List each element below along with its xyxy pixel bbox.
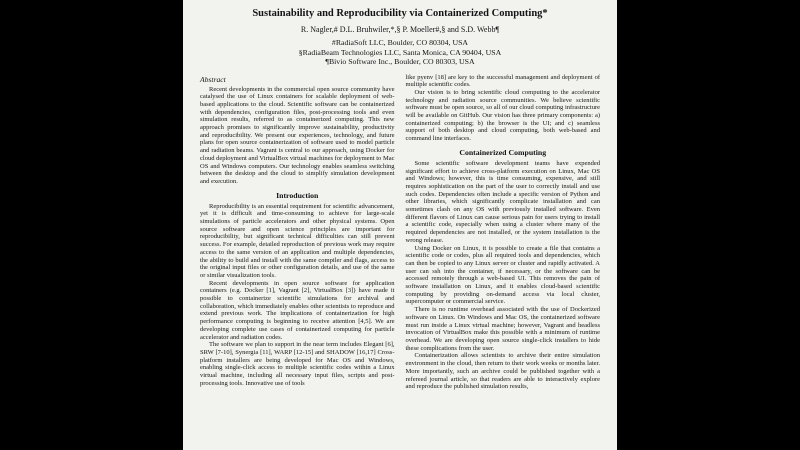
- intro-paragraph-3: The software we plan to support in the near term includes Elegant [6], SRW [7-10], Synergia [11], WARP [12-15] and SHADOW [16,17] Cross-platform installers are being developed for Mac OS and Windows, enabling single-click access to multiple scientific codes within a Linux virtual machine, including all necessary input files, scripts and post-processing tools. Innovative use of tools: [200, 341, 395, 387]
- section-heading-abstract: Abstract: [200, 74, 226, 84]
- section-heading-containerized-computing: Containerized Computing: [459, 147, 547, 157]
- paper-page[interactable]: [183, 0, 617, 450]
- intro-paragraph-1: Reproducibility is an essential requirement for scientific advancement, yet it is difficult and time-consuming to achieve for large-scale simulations of particle accelerators and other physical systems. Open source software and open science principles are important for reproducibility, but significant technical difficulties can still prevent success. For example, detailed reproduction of previous work may require access to the same version of an application and multiple dependencies, the ability to build and install with the same compiler and flags, access to the original input files or other configuration details, and use of the same or similar visualization tools.: [200, 202, 395, 279]
- affiliation-line-1: #RadiaSoft LLC, Boulder, CO 80304, USA: [331, 38, 469, 47]
- containerized-paragraph-2: Using Docker on Linux, it is possible to create a file that contains a scientific code or codes, plus all required tools and dependencies, which can then be copied to any Linux server or cluster and rapidly activated. A user can ssh into the container, if necessary, or the software can be accessed remotely through a web-based UI. This removes the pain of software installation on Linux, and it enables cloud-based scientific computing by providing on-demand access via local cluster, supercomputer or commercial service.: [405, 244, 600, 306]
- paper-authors: R. Nagler,# D.L. Bruhwiler,*,§ P. Moeller#,§ and S.D. Webb¶: [300, 25, 500, 34]
- two-column-body: [200, 74, 600, 391]
- containerized-paragraph-4: Containerization allows scientists to archive their entire simulation environment in the cloud, then return to their work weeks or months later. More importantly, such an archive could be published together with a refereed journal article, so that readers are able to interactively explore and reproduce the published simulation results,: [405, 352, 600, 391]
- paper-header: [200, 8, 600, 67]
- paper-affiliations: [200, 38, 600, 67]
- section-heading-introduction: Introduction: [276, 190, 319, 200]
- affiliation-line-2: §RadiaBeam Technologies LLC, Santa Monica, CA 90404, USA: [298, 47, 502, 57]
- column-left: [200, 74, 395, 391]
- affiliation-line-3: ¶Bivio Software Inc., Boulder, CO 80303, USA: [325, 57, 475, 66]
- paper-title: Sustainability and Reproducibility via Containerized Computing*: [252, 8, 548, 19]
- containerized-paragraph-3: There is no runtime overhead associated with the use of Dockerized software on Linux. On Windows and Mac OS, the containerized software must run inside a Linux virtual machine; however, Vagrant and headless invocation of VirtualBox make this possible with a minimum of runtime overhead. We are developing open source single-click installers to hide these complications from the user.: [405, 306, 600, 352]
- continuation-paragraph: like pyenv [18] are key to the successful management and deployment of multiple scientific codes.: [405, 73, 600, 89]
- containerized-paragraph-1: Some scientific software development teams have expended significant effort to achieve cross-platform execution on Linux, Mac OS and Windows; however, this is time consuming, expensive, and still requires sophistication on the part of the user to correctly install and use such codes. Dependencies often include a specific version of Python and other libraries, which significantly complicate installation and can sometimes clash on any OS with previously installed software. Even different flavors of Linux can cause serious pain for users trying to install a scientific code, especially when using a cluster where many of the required dependencies are not installed, or the system installation is the wrong release.: [405, 159, 600, 244]
- abstract-paragraph: Recent developments in the commercial open source community have catalysed the use of Linux containers for scalable deployment of web-based applications to the cloud. Scientific software can be containerized with dependencies, configuration files, post-processing tools and even simulation results, referred to as containerized computing. This new approach promises to significantly improve sustainability, productivity and reproducibility. We present our experiences, technology, and future plans for open source containerization of software used to model particle and radiation beams. Vagrant is central to our approach, using Docker for cloud deployment and VirtualBox virtual machines for deployment to Mac OS and Windows computers. Our technology enables seamless switching between the desktop and the cloud to simplify simulation development and execution.: [200, 85, 395, 185]
- vision-paragraph: Our vision is to bring scientific cloud computing to the accelerator technology and radiation source communities. We believe scientific software must be open source, so all of our cloud computing infrastructure will be available on GitHub. Our vision has three primary components: a) containerized computing; b) the browser is the UI; and c) seamless support of both desktop and cloud computing, both web-based and command line interfaces.: [405, 88, 600, 143]
- intro-paragraph-2: Recent developments in open source software for application containers (e.g. Docker [1], Vagrant [2], VirtualBox [3]) have made it possible to containerize scientific simulations for archival and collaboration, which immediately enables other scientists to reproduce and extend previous work. The implications of containerization for high performance computing is beginning to receive attention [4,5]. We are developing complete use cases of containerized computing for particle accelerator and radiation codes.: [200, 279, 395, 341]
- column-right: [406, 74, 601, 391]
